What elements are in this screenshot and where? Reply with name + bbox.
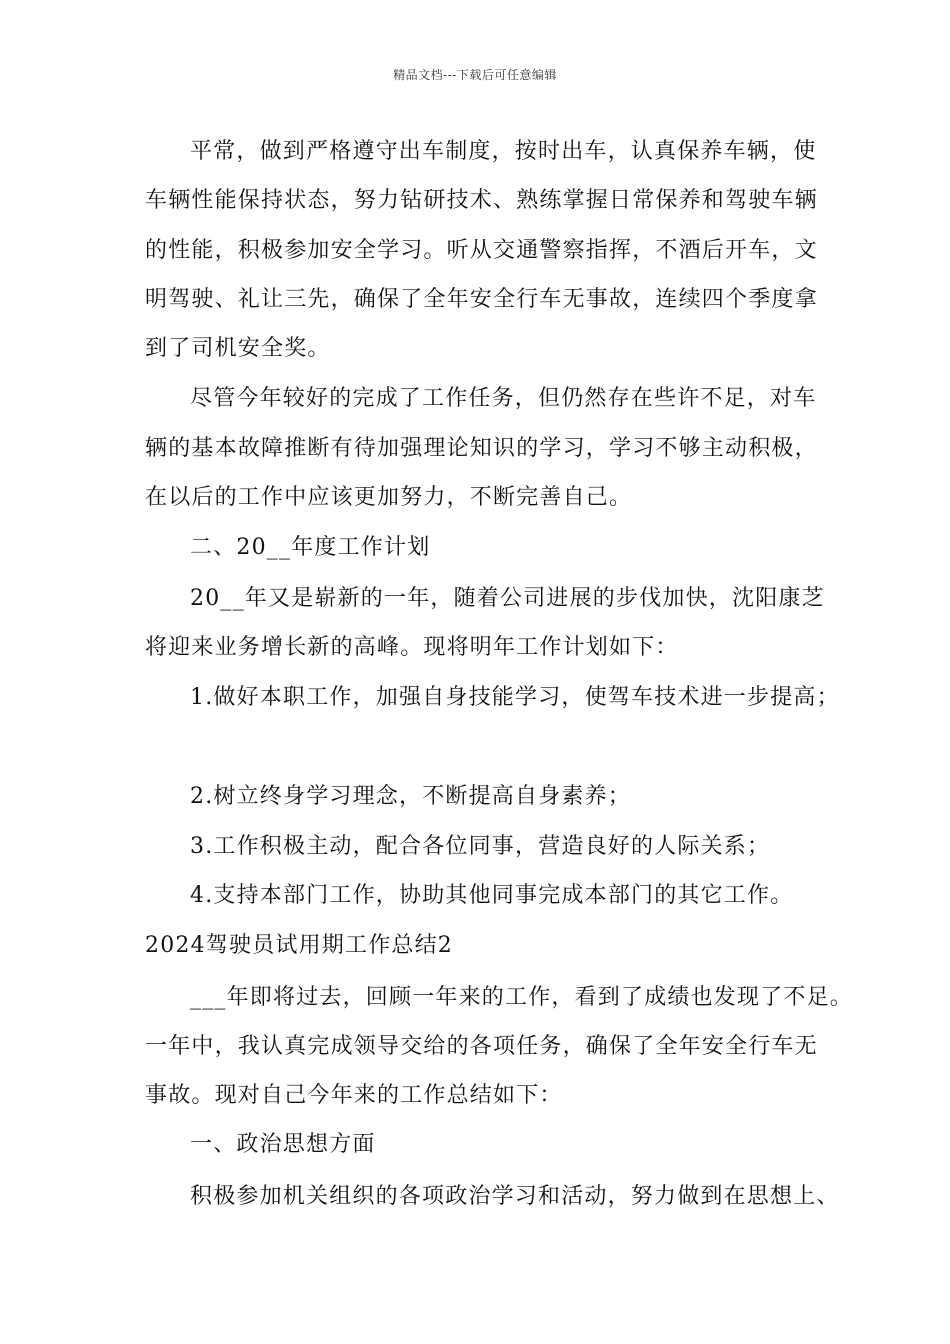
text-line: 在以后的工作中应该更加努力，不断完善自己。 <box>145 485 633 510</box>
text-line: 一年中，我认真完成领导交给的各项任务，确保了全年安全行车无 <box>145 1034 818 1059</box>
text-line: 20__年又是崭新的一年，随着公司进展的步伐加快，沈阳康芝 <box>190 586 825 611</box>
text-line: 明驾驶、礼让三先，确保了全年安全行车无事故，连续四个季度拿 <box>145 287 818 312</box>
text-line: 辆的基本故障推断有待加强理论知识的学习，学习不够主动积极， <box>145 436 818 461</box>
text-line: 到了司机安全奖。 <box>145 336 331 361</box>
section-heading: 二、20__年度工作计划 <box>190 535 431 560</box>
section-heading: 一、政治思想方面 <box>190 1132 376 1157</box>
list-item: 3.工作积极主动，配合各位同事，营造良好的人际关系； <box>190 834 771 859</box>
text-line: 的性能，积极参加安全学习。听从交通警察指挥，不酒后开车，文 <box>145 238 818 263</box>
text-line: 尽管今年较好的完成了工作任务，但仍然存在些许不足，对车 <box>190 386 817 411</box>
page-header: 精品文档---下载后可任意编辑 <box>393 68 557 82</box>
text-line: 平常，做到严格遵守出车制度，按时出车，认真保养车辆，使 <box>190 139 817 164</box>
text-line: 事故。现对自己今年来的工作总结如下： <box>145 1083 563 1108</box>
text-line: ___年即将过去，回顾一年来的工作，看到了成绩也发现了不足。 <box>190 985 854 1010</box>
text-line: 车辆性能保持状态，努力钻研技术、熟练掌握日常保养和驾驶车辆 <box>145 188 818 213</box>
list-item: 2.树立终身学习理念，不断提高自身素养； <box>190 784 631 809</box>
list-item: 4.支持本部门工作，协助其他同事完成本部门的其它工作。 <box>190 883 794 908</box>
text-line: 积极参加机关组织的各项政治学习和活动，努力做到在思想上、 <box>190 1184 840 1209</box>
list-item: 1.做好本职工作，加强自身技能学习，使驾车技术进一步提高； <box>190 685 840 710</box>
text-line: 将迎来业务增长新的高峰。现将明年工作计划如下： <box>145 635 679 660</box>
document-title: 2024驾驶员试用期工作总结2 <box>145 933 453 958</box>
